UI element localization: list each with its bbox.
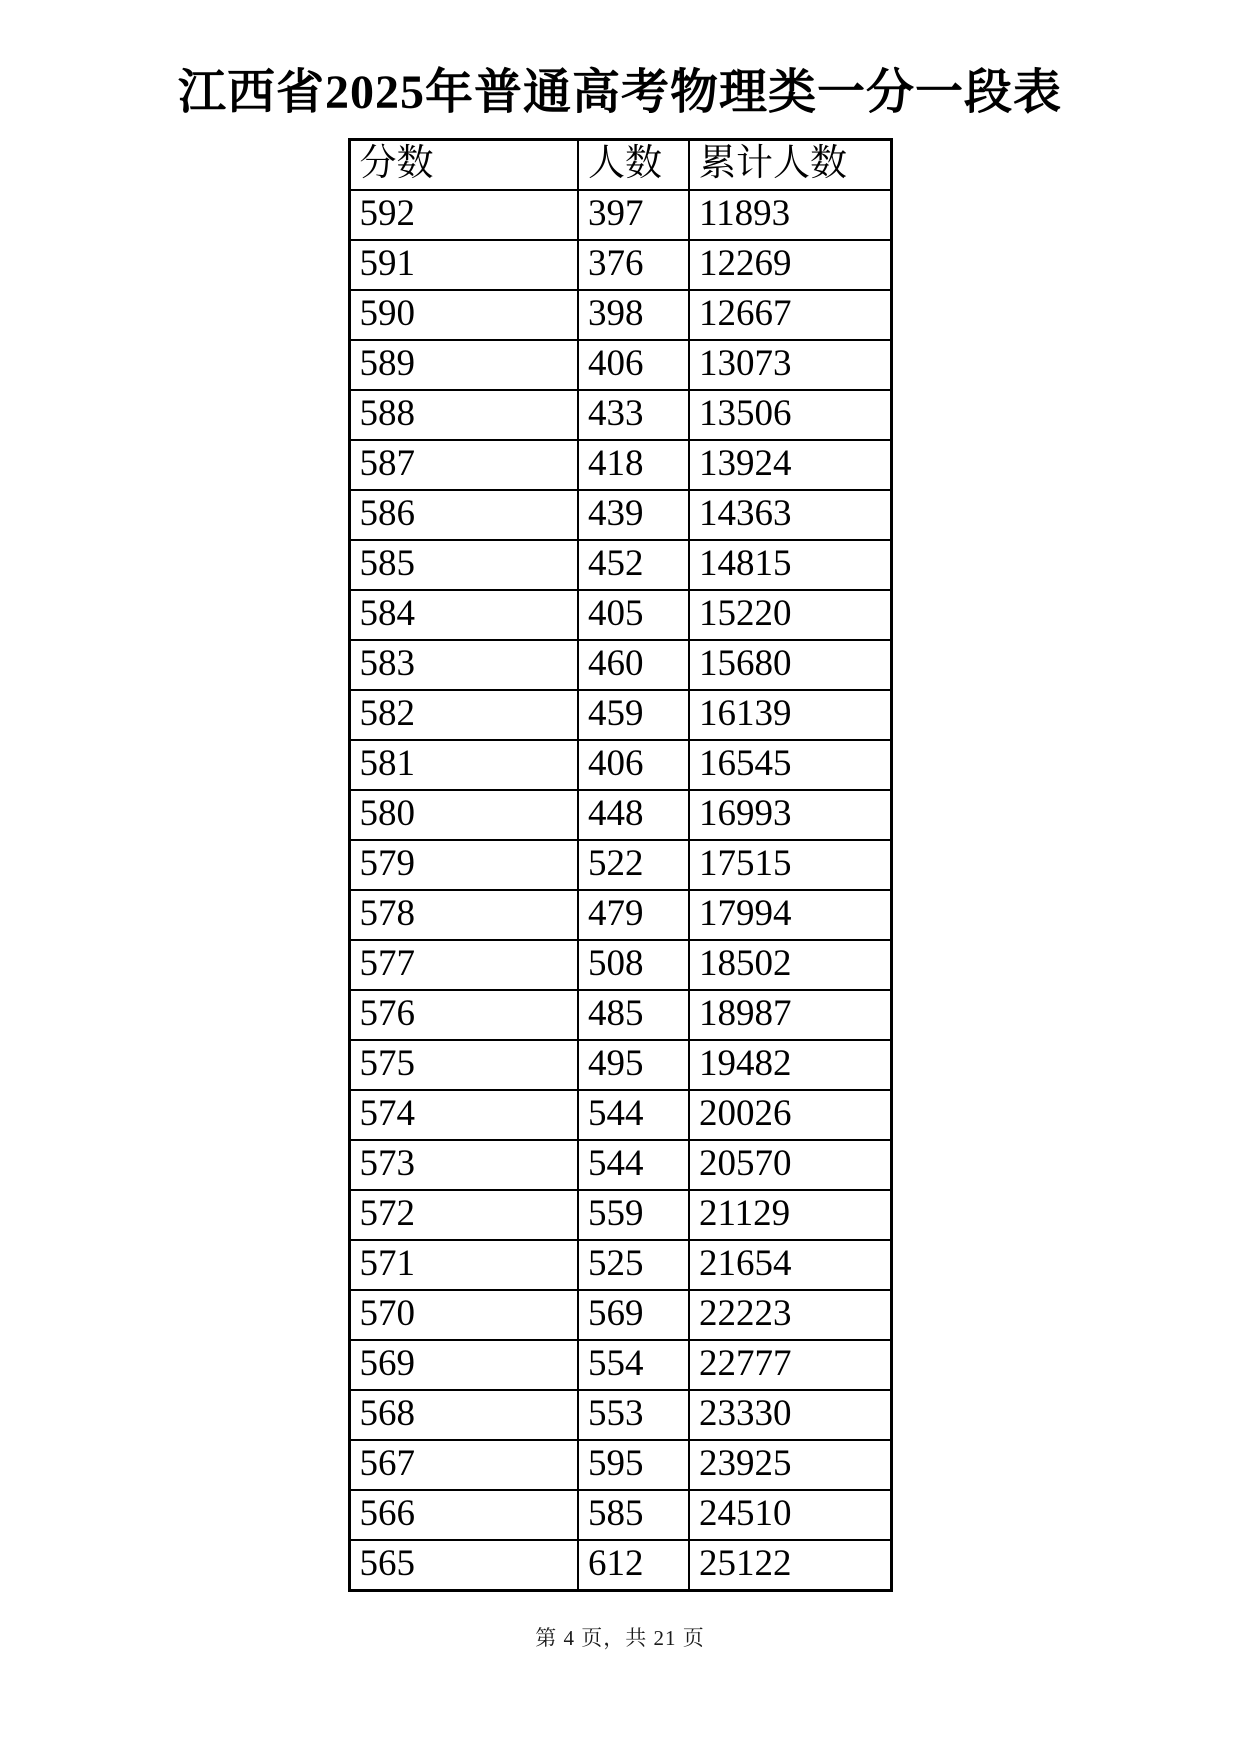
count-cell: 569 xyxy=(578,1290,689,1340)
score-cell: 581 xyxy=(349,740,578,790)
count-cell: 376 xyxy=(578,240,689,290)
score-cell: 589 xyxy=(349,340,578,390)
score-cell: 578 xyxy=(349,890,578,940)
score-cell: 566 xyxy=(349,1490,578,1540)
count-cell: 418 xyxy=(578,440,689,490)
score-cell: 585 xyxy=(349,540,578,590)
table-body xyxy=(349,190,891,1591)
count-cell: 525 xyxy=(578,1240,689,1290)
count-cell: 554 xyxy=(578,1340,689,1390)
score-cell: 571 xyxy=(349,1240,578,1290)
table-row xyxy=(349,490,891,540)
table-row xyxy=(349,990,891,1040)
count-cell: 612 xyxy=(578,1540,689,1591)
table-row xyxy=(349,1290,891,1340)
table-row xyxy=(349,1240,891,1290)
count-cell: 406 xyxy=(578,340,689,390)
table-row xyxy=(349,1340,891,1390)
count-cell: 405 xyxy=(578,590,689,640)
table-row xyxy=(349,290,891,340)
count-cell: 398 xyxy=(578,290,689,340)
count-cell: 508 xyxy=(578,940,689,990)
cumulative-cell: 13924 xyxy=(689,440,891,490)
cumulative-cell: 11893 xyxy=(689,190,891,240)
score-cell: 590 xyxy=(349,290,578,340)
cumulative-cell: 21129 xyxy=(689,1190,891,1240)
count-cell: 495 xyxy=(578,1040,689,1090)
table-row xyxy=(349,1540,891,1591)
score-cell: 587 xyxy=(349,440,578,490)
count-cell: 485 xyxy=(578,990,689,1040)
score-cell: 584 xyxy=(349,590,578,640)
page-footer: 第 4 页，共 21 页 xyxy=(535,1625,705,1650)
count-cell: 459 xyxy=(578,690,689,740)
score-cell: 577 xyxy=(349,940,578,990)
score-cell: 583 xyxy=(349,640,578,690)
table-row xyxy=(349,890,891,940)
count-cell: 595 xyxy=(578,1440,689,1490)
score-cell: 588 xyxy=(349,390,578,440)
table-row xyxy=(349,840,891,890)
score-cell: 580 xyxy=(349,790,578,840)
score-cell: 570 xyxy=(349,1290,578,1340)
count-cell: 585 xyxy=(578,1490,689,1540)
cumulative-cell: 18502 xyxy=(689,940,891,990)
table-row xyxy=(349,740,891,790)
cumulative-cell: 13506 xyxy=(689,390,891,440)
count-cell: 544 xyxy=(578,1140,689,1190)
table-row xyxy=(349,340,891,390)
count-cell: 439 xyxy=(578,490,689,540)
count-cell: 448 xyxy=(578,790,689,840)
cumulative-cell: 14363 xyxy=(689,490,891,540)
table-row xyxy=(349,1090,891,1140)
cumulative-cell: 12667 xyxy=(689,290,891,340)
table-row xyxy=(349,1040,891,1090)
cumulative-cell: 22777 xyxy=(689,1340,891,1390)
score-cell: 568 xyxy=(349,1390,578,1440)
cumulative-cell: 18987 xyxy=(689,990,891,1040)
cumulative-cell: 21654 xyxy=(689,1240,891,1290)
score-cell: 579 xyxy=(349,840,578,890)
table-row xyxy=(349,190,891,240)
count-cell: 544 xyxy=(578,1090,689,1140)
table-header xyxy=(349,139,891,190)
score-cell: 592 xyxy=(349,190,578,240)
table-row xyxy=(349,1390,891,1440)
score-cell: 582 xyxy=(349,690,578,740)
table-row xyxy=(349,440,891,490)
count-cell: 452 xyxy=(578,540,689,590)
header-score: 分数 xyxy=(349,139,578,190)
table-row xyxy=(349,1140,891,1190)
header-row xyxy=(349,139,891,190)
count-cell: 460 xyxy=(578,640,689,690)
table-row xyxy=(349,1190,891,1240)
cumulative-cell: 17994 xyxy=(689,890,891,940)
cumulative-cell: 20570 xyxy=(689,1140,891,1190)
cumulative-cell: 12269 xyxy=(689,240,891,290)
score-cell: 576 xyxy=(349,990,578,1040)
cumulative-cell: 15680 xyxy=(689,640,891,690)
score-cell: 565 xyxy=(349,1540,578,1591)
cumulative-cell: 24510 xyxy=(689,1490,891,1540)
cumulative-cell: 14815 xyxy=(689,540,891,590)
score-cell: 574 xyxy=(349,1090,578,1140)
table-row xyxy=(349,1490,891,1540)
cumulative-cell: 20026 xyxy=(689,1090,891,1140)
cumulative-cell: 22223 xyxy=(689,1290,891,1340)
count-cell: 559 xyxy=(578,1190,689,1240)
table-row xyxy=(349,790,891,840)
score-table xyxy=(348,138,893,1592)
cumulative-cell: 23925 xyxy=(689,1440,891,1490)
table-row xyxy=(349,540,891,590)
cumulative-cell: 23330 xyxy=(689,1390,891,1440)
score-cell: 586 xyxy=(349,490,578,540)
table-row xyxy=(349,390,891,440)
score-cell: 575 xyxy=(349,1040,578,1090)
score-cell: 567 xyxy=(349,1440,578,1490)
cumulative-cell: 16545 xyxy=(689,740,891,790)
table-row xyxy=(349,640,891,690)
table-row xyxy=(349,1440,891,1490)
table-row xyxy=(349,690,891,740)
score-cell: 573 xyxy=(349,1140,578,1190)
cumulative-cell: 16993 xyxy=(689,790,891,840)
cumulative-cell: 16139 xyxy=(689,690,891,740)
count-cell: 433 xyxy=(578,390,689,440)
table-row xyxy=(349,240,891,290)
score-cell: 572 xyxy=(349,1190,578,1240)
score-cell: 569 xyxy=(349,1340,578,1390)
table-row xyxy=(349,590,891,640)
score-cell: 591 xyxy=(349,240,578,290)
count-cell: 397 xyxy=(578,190,689,240)
header-count: 人数 xyxy=(578,139,689,190)
page-title: 江西省2025年普通高考物理类一分一段表 xyxy=(177,66,1062,119)
cumulative-cell: 19482 xyxy=(689,1040,891,1090)
header-cumulative: 累计人数 xyxy=(689,139,891,190)
table-row xyxy=(349,940,891,990)
cumulative-cell: 17515 xyxy=(689,840,891,890)
cumulative-cell: 13073 xyxy=(689,340,891,390)
count-cell: 553 xyxy=(578,1390,689,1440)
count-cell: 479 xyxy=(578,890,689,940)
count-cell: 406 xyxy=(578,740,689,790)
cumulative-cell: 15220 xyxy=(689,590,891,640)
count-cell: 522 xyxy=(578,840,689,890)
cumulative-cell: 25122 xyxy=(689,1540,891,1591)
